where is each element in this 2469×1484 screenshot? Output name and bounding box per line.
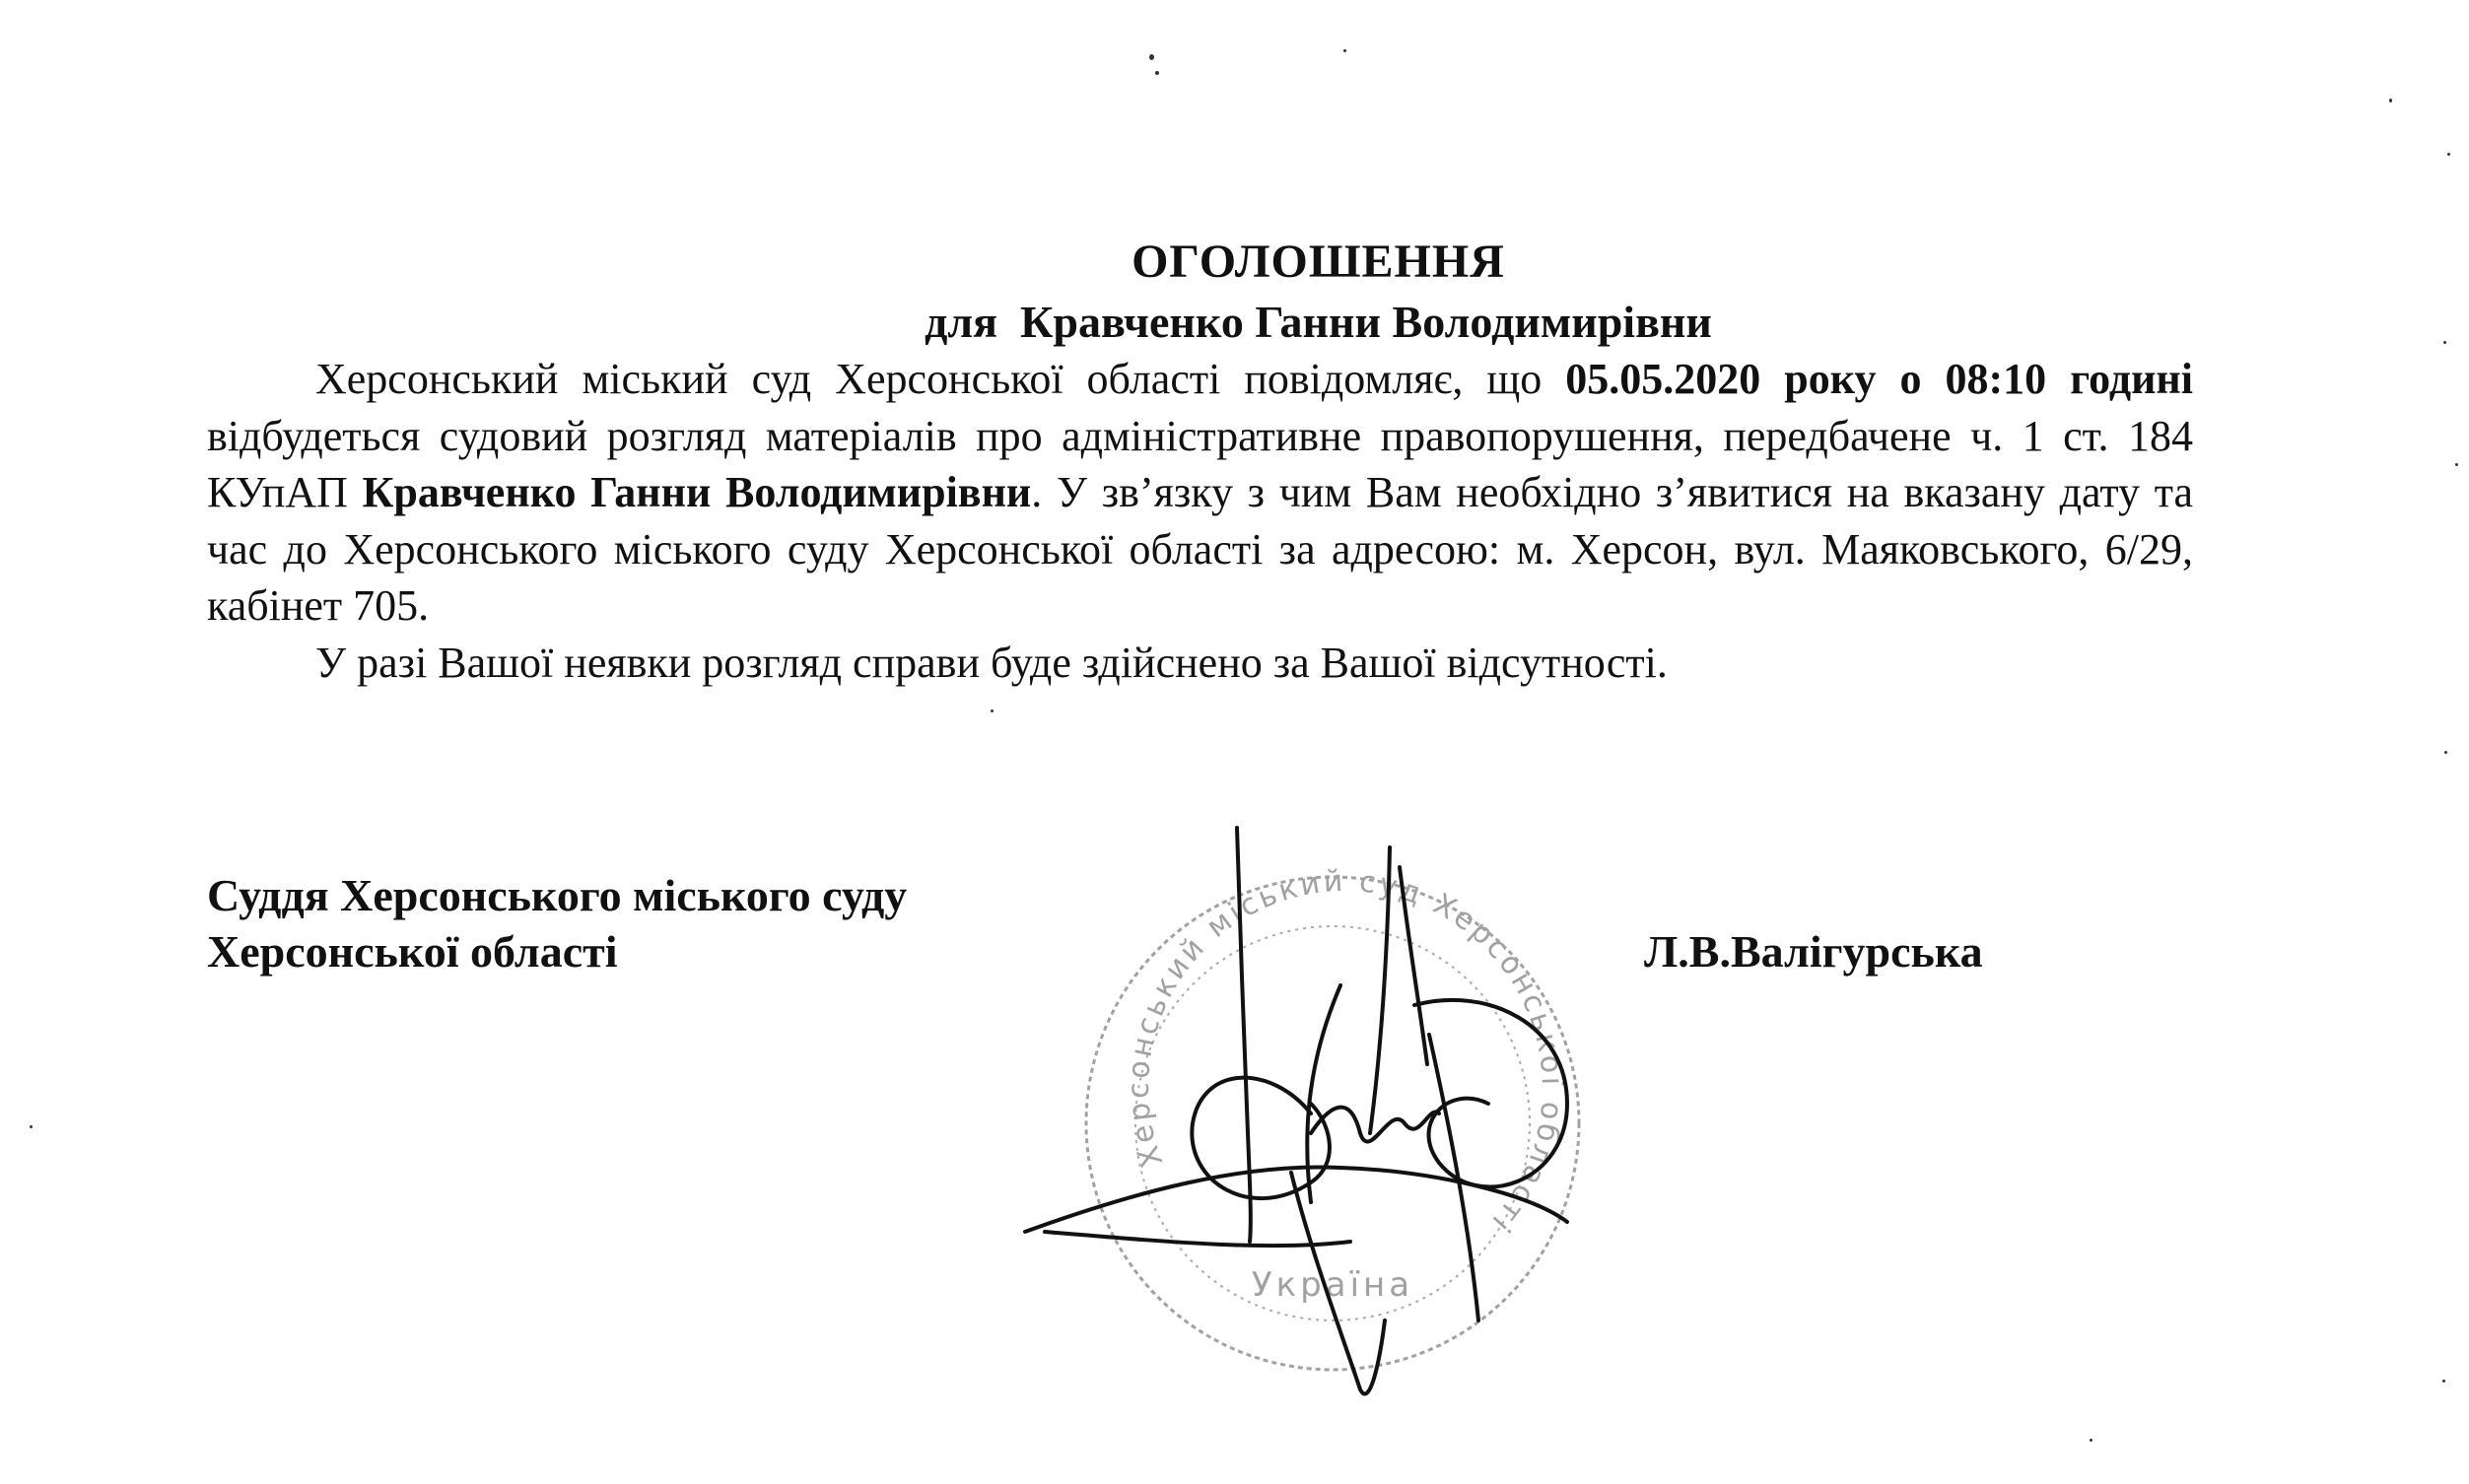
seal-bottom-text: Україна bbox=[1251, 1265, 1414, 1305]
addressee-line: для Кравченко Ганни Володимирівни bbox=[925, 297, 1712, 347]
judge-position-line2: Херсонської області bbox=[207, 926, 618, 977]
paragraph-text-end: . У зв’язку з чим Вам необхідно з’явитися на вказану дату та час до Херсонського міського суду Херсонської області за адресою: м. Херсон, вул. Маяковського, 6/29, кабінет 705. bbox=[207, 468, 2194, 630]
seal-outer-text: Херсонський міський суд Херсонської області bbox=[1121, 863, 1570, 1241]
judge-position-line1: Суддя Херсонського міського суду bbox=[207, 870, 908, 920]
paragraph-text-intro: Херсонський міський суд Херсонської області повідомляє, що bbox=[315, 355, 1566, 403]
judge-position bbox=[207, 867, 907, 979]
notice-paragraph-main bbox=[207, 351, 2193, 635]
handwritten-signature bbox=[1025, 828, 1570, 1394]
hearing-datetime: 05.05.2020 року о 08:10 годині bbox=[1565, 355, 2194, 403]
judge-name: Л.В.Валігурська bbox=[1644, 926, 1983, 977]
paragraph-text-middle: відбудеться судовий розгляд матеріалів про адміністративне правопорушення, передбачене ч. 1 ст. 184 КУпАП bbox=[207, 411, 2193, 516]
court-seal bbox=[1086, 864, 1579, 1370]
defendant-name: Кравченко Ганни Володимирівни bbox=[362, 468, 1032, 516]
court-seal-with-signature bbox=[1015, 808, 1685, 1409]
document-title: ОГОЛОШЕННЯ bbox=[1132, 236, 1505, 288]
notice-body bbox=[207, 351, 2193, 691]
notice-paragraph-absence: У разі Вашої неявки розгляд справи буде здійснено за Вашої відсутності. bbox=[315, 638, 1668, 687]
